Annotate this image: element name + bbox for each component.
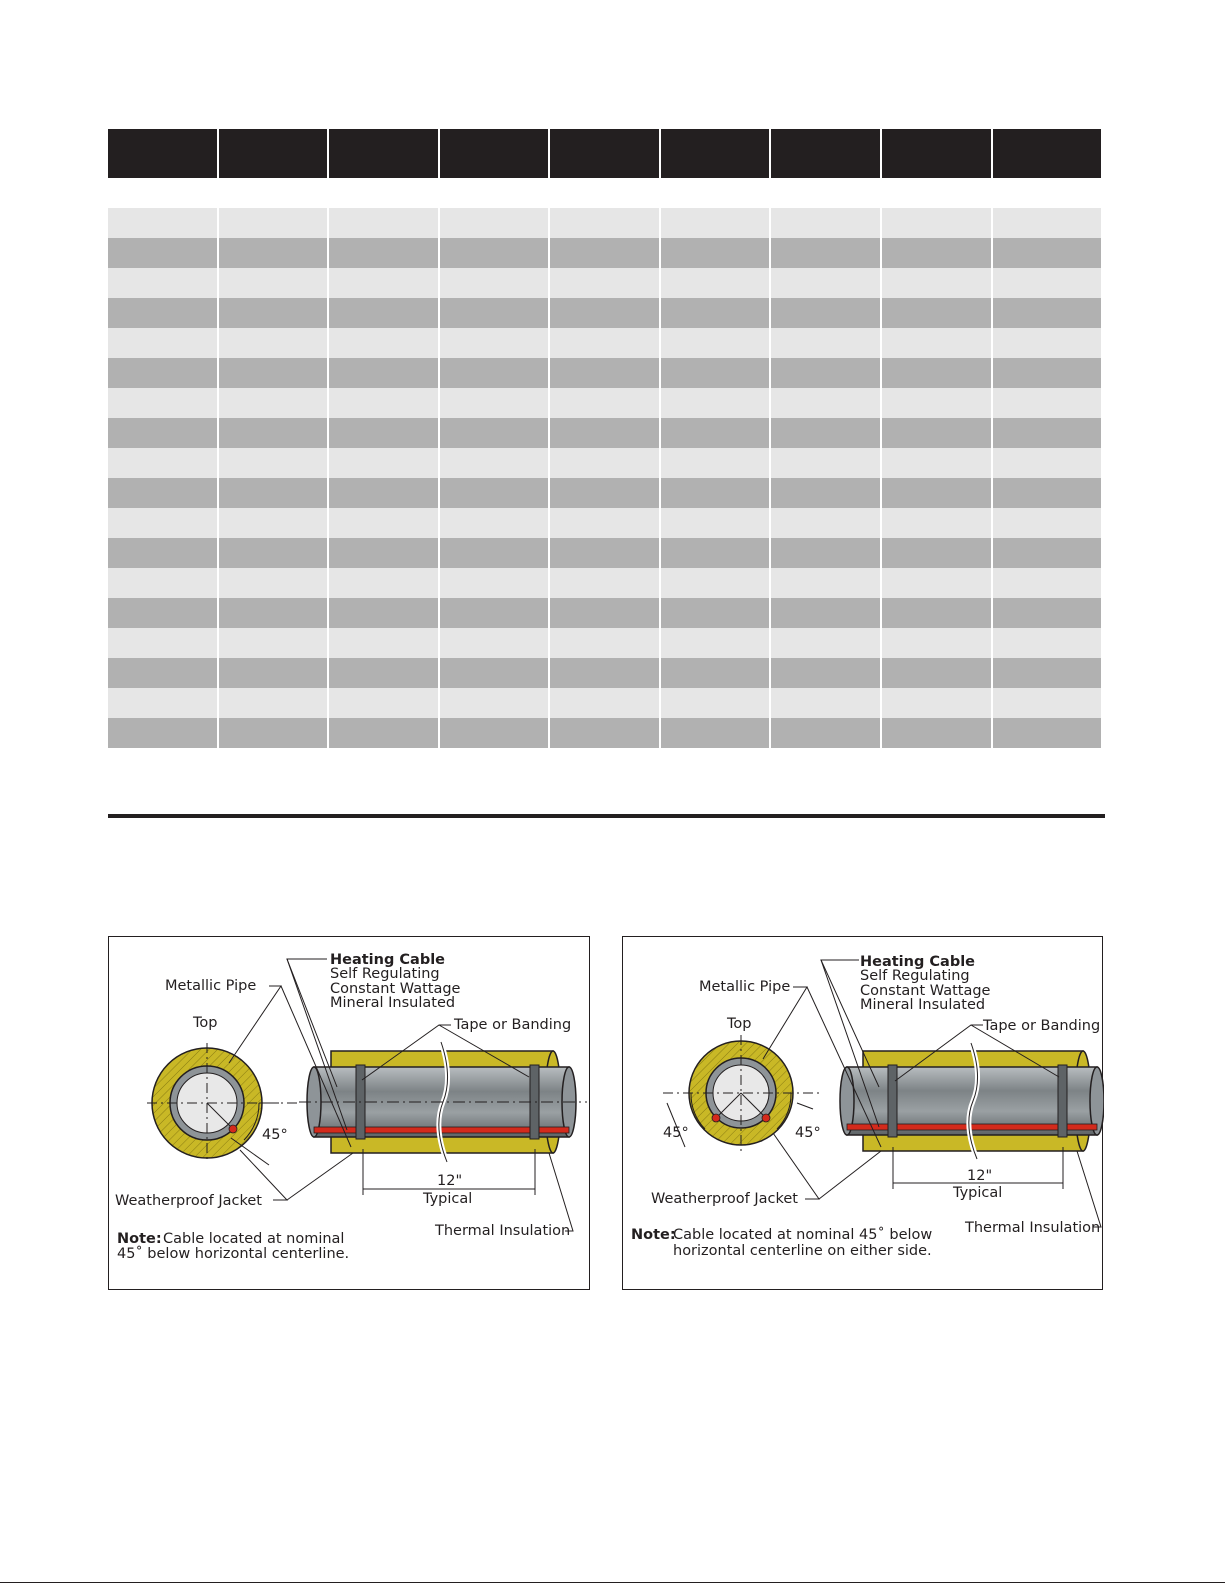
table-cell xyxy=(550,358,659,388)
table-cell xyxy=(440,508,549,538)
table-row xyxy=(108,448,1101,478)
band-2 xyxy=(1058,1065,1067,1137)
table-cell xyxy=(329,478,438,508)
table-cell xyxy=(108,538,217,568)
table-cell xyxy=(771,538,880,568)
table-cell xyxy=(329,328,438,358)
band-2 xyxy=(530,1065,539,1139)
table-cell xyxy=(771,238,880,268)
table-cell xyxy=(550,238,659,268)
table-cell xyxy=(993,298,1102,328)
typical-label: Typical xyxy=(423,1191,473,1207)
table-cell xyxy=(882,208,991,238)
table-cell xyxy=(661,688,770,718)
heating-cable-label: Heating Cable xyxy=(330,952,446,968)
table-cell xyxy=(661,448,770,478)
table-cell xyxy=(882,478,991,508)
table-cell xyxy=(993,718,1102,748)
table-cell xyxy=(329,298,438,328)
table-cell xyxy=(661,358,770,388)
table-cell xyxy=(440,268,549,298)
figure-dual-cable xyxy=(622,936,1103,1290)
table-cell xyxy=(550,508,659,538)
tape-banding-label: Tape or Banding xyxy=(983,1018,1101,1034)
pipe-side-view xyxy=(840,1043,1104,1159)
note-line-1: Cable located at nominal xyxy=(163,1231,345,1247)
table-cell xyxy=(993,538,1102,568)
table-cell xyxy=(440,298,549,328)
angle-label-right: 45° xyxy=(795,1125,821,1141)
table-cell xyxy=(882,298,991,328)
table-cell xyxy=(661,658,770,688)
table-row xyxy=(108,568,1101,598)
table-row xyxy=(108,508,1101,538)
table-cell xyxy=(993,388,1102,418)
table-cell xyxy=(882,388,991,418)
heating-cable-label: Heating Cable xyxy=(860,954,976,970)
weatherproof-jacket-label: Weatherproof Jacket xyxy=(115,1193,262,1209)
cable-type-2: Constant Wattage xyxy=(330,981,461,997)
table-cell xyxy=(440,688,549,718)
table-cell xyxy=(550,328,659,358)
table-cell xyxy=(108,568,217,598)
table-cell xyxy=(329,418,438,448)
header-cell xyxy=(219,129,328,178)
table-cell xyxy=(550,688,659,718)
table-cell xyxy=(108,328,217,358)
table-cell xyxy=(661,238,770,268)
table-cell xyxy=(108,718,217,748)
table-cell xyxy=(993,268,1102,298)
table-cell xyxy=(440,598,549,628)
dimension-label: 12" xyxy=(437,1173,463,1189)
metallic-pipe-label: Metallic Pipe xyxy=(165,978,257,994)
table-cell xyxy=(550,598,659,628)
table-cell xyxy=(882,238,991,268)
table-cell xyxy=(329,388,438,418)
table-cell xyxy=(108,598,217,628)
table-cell xyxy=(550,388,659,418)
cable-type-3: Mineral Insulated xyxy=(330,995,456,1011)
table-cell xyxy=(329,268,438,298)
table-cell xyxy=(219,238,328,268)
table-row xyxy=(108,628,1101,658)
table-cell xyxy=(771,628,880,658)
table-row xyxy=(108,538,1101,568)
table-cell xyxy=(219,508,328,538)
table-cell xyxy=(440,718,549,748)
table-cell xyxy=(108,478,217,508)
table-cell xyxy=(219,598,328,628)
table-cell xyxy=(550,208,659,238)
table-cell xyxy=(329,718,438,748)
note-label: Note: xyxy=(631,1227,676,1243)
table-cell xyxy=(219,628,328,658)
cable-dot-left xyxy=(712,1114,720,1122)
cable-type-1: Self Regulating xyxy=(860,968,970,984)
table-cell xyxy=(661,538,770,568)
table-cell xyxy=(993,328,1102,358)
data-table xyxy=(108,129,1101,748)
table-row xyxy=(108,478,1101,508)
tape-banding-label: Tape or Banding xyxy=(454,1017,572,1033)
metallic-pipe-label: Metallic Pipe xyxy=(699,979,791,995)
note-line-2: 45˚ below horizontal centerline. xyxy=(117,1246,350,1262)
table-cell xyxy=(108,448,217,478)
pipe-cross-section xyxy=(147,1043,299,1165)
header-cell xyxy=(550,129,659,178)
table-row xyxy=(108,388,1101,418)
table-cell xyxy=(661,328,770,358)
table-cell xyxy=(661,628,770,658)
figure-single-cable-drawing xyxy=(109,937,591,1291)
table-row xyxy=(108,268,1101,298)
table-cell xyxy=(219,298,328,328)
angle-label-left: 45° xyxy=(663,1125,689,1141)
table-cell xyxy=(771,658,880,688)
header-cell xyxy=(329,129,438,178)
table-cell xyxy=(329,538,438,568)
table-cell xyxy=(771,298,880,328)
table-row xyxy=(108,358,1101,388)
table-cell xyxy=(550,478,659,508)
table-cell xyxy=(771,268,880,298)
table-row xyxy=(108,688,1101,718)
table-cell xyxy=(440,628,549,658)
header-cell xyxy=(108,129,217,178)
table-cell xyxy=(108,238,217,268)
table-cell xyxy=(329,208,438,238)
table-cell xyxy=(661,268,770,298)
table-cell xyxy=(219,658,328,688)
table-cell xyxy=(550,418,659,448)
table-cell xyxy=(550,718,659,748)
table-cell xyxy=(993,238,1102,268)
table-cell xyxy=(993,508,1102,538)
table-cell xyxy=(440,538,549,568)
table-cell xyxy=(440,478,549,508)
table-cell xyxy=(993,598,1102,628)
typical-label: Typical xyxy=(953,1185,1003,1201)
table-cell xyxy=(219,568,328,598)
table-cell xyxy=(440,328,549,358)
note-line-2: horizontal centerline on either side. xyxy=(673,1243,932,1259)
header-cell xyxy=(661,129,770,178)
table-cell xyxy=(219,478,328,508)
table-cell xyxy=(771,688,880,718)
table-cell xyxy=(440,658,549,688)
table-cell xyxy=(993,448,1102,478)
table-cell xyxy=(108,628,217,658)
thermal-insulation-label: Thermal Insulation xyxy=(435,1223,571,1239)
note-line-1: Cable located at nominal 45˚ below xyxy=(673,1227,933,1243)
table-cell xyxy=(661,718,770,748)
table-cell xyxy=(771,718,880,748)
table-cell xyxy=(219,328,328,358)
table-cell xyxy=(882,538,991,568)
table-cell xyxy=(993,418,1102,448)
table-cell xyxy=(771,208,880,238)
table-cell xyxy=(219,418,328,448)
thermal-insulation-label: Thermal Insulation xyxy=(965,1220,1101,1236)
table-cell xyxy=(882,418,991,448)
cable-type-2: Constant Wattage xyxy=(860,983,991,999)
table-cell xyxy=(993,658,1102,688)
table-cell xyxy=(329,448,438,478)
table-cell xyxy=(882,358,991,388)
page-bottom-rule xyxy=(0,1582,1225,1583)
table-cell xyxy=(329,598,438,628)
table-cell xyxy=(219,358,328,388)
table-row xyxy=(108,598,1101,628)
table-cell xyxy=(882,658,991,688)
table-cell xyxy=(882,268,991,298)
table-cell xyxy=(771,388,880,418)
cable-dot xyxy=(229,1125,237,1133)
table-cell xyxy=(329,628,438,658)
figure-dual-cable-drawing xyxy=(623,937,1104,1291)
table-cell xyxy=(219,718,328,748)
table-cell xyxy=(219,268,328,298)
band-1 xyxy=(888,1065,897,1137)
table-cell xyxy=(550,268,659,298)
top-label: Top xyxy=(193,1015,218,1031)
table-cell xyxy=(550,298,659,328)
table-cell xyxy=(882,508,991,538)
table-cell xyxy=(329,658,438,688)
table-cell xyxy=(993,688,1102,718)
table-cell xyxy=(661,388,770,418)
table-cell xyxy=(771,328,880,358)
table-header-row xyxy=(108,129,1101,178)
angle-label: 45° xyxy=(262,1127,288,1143)
table-cell xyxy=(440,388,549,418)
table-cell xyxy=(550,538,659,568)
table-cell xyxy=(440,448,549,478)
table-cell xyxy=(993,568,1102,598)
table-cell xyxy=(108,418,217,448)
table-cell xyxy=(550,568,659,598)
table-cell xyxy=(771,598,880,628)
table-cell xyxy=(329,568,438,598)
table-cell xyxy=(771,478,880,508)
table-cell xyxy=(661,598,770,628)
table-cell xyxy=(329,508,438,538)
table-cell xyxy=(440,208,549,238)
table-cell xyxy=(771,568,880,598)
cable-type-1: Self Regulating xyxy=(330,966,440,982)
pipe-side-view xyxy=(299,1042,587,1162)
table-row xyxy=(108,658,1101,688)
table-cell xyxy=(882,718,991,748)
table-cell xyxy=(771,418,880,448)
table-cell xyxy=(440,568,549,598)
table-cell xyxy=(661,478,770,508)
table-row xyxy=(108,238,1101,268)
table-cell xyxy=(329,238,438,268)
table-body xyxy=(108,208,1101,748)
dimension-label: 12" xyxy=(967,1168,993,1184)
header-cell xyxy=(440,129,549,178)
table-cell xyxy=(108,388,217,418)
table-cell xyxy=(108,298,217,328)
table-cell xyxy=(108,358,217,388)
table-cell xyxy=(661,418,770,448)
top-label: Top xyxy=(727,1016,752,1032)
header-cell xyxy=(993,129,1102,178)
table-cell xyxy=(882,448,991,478)
table-row xyxy=(108,208,1101,238)
table-cell xyxy=(882,328,991,358)
table-header-gap xyxy=(108,178,1101,208)
table-cell xyxy=(771,508,880,538)
weatherproof-jacket-label: Weatherproof Jacket xyxy=(651,1191,798,1207)
table-cell xyxy=(661,208,770,238)
table-cell xyxy=(550,658,659,688)
table-cell xyxy=(771,448,880,478)
table-row xyxy=(108,298,1101,328)
table-cell xyxy=(440,238,549,268)
table-cell xyxy=(329,688,438,718)
table-cell xyxy=(108,268,217,298)
table-cell xyxy=(108,688,217,718)
table-cell xyxy=(882,568,991,598)
figure-single-cable xyxy=(108,936,590,1290)
cable-type-3: Mineral Insulated xyxy=(860,997,986,1013)
table-cell xyxy=(440,418,549,448)
table-cell xyxy=(661,508,770,538)
table-cell xyxy=(882,628,991,658)
table-cell xyxy=(219,208,328,238)
table-cell xyxy=(993,208,1102,238)
table-cell xyxy=(108,508,217,538)
table-cell xyxy=(550,628,659,658)
table-cell xyxy=(219,448,328,478)
table-cell xyxy=(661,298,770,328)
table-row xyxy=(108,718,1101,748)
table-cell xyxy=(882,598,991,628)
table-cell xyxy=(550,448,659,478)
table-cell xyxy=(440,358,549,388)
table-row xyxy=(108,328,1101,358)
table-cell xyxy=(108,658,217,688)
note-label: Note: xyxy=(117,1231,162,1247)
table-cell xyxy=(661,568,770,598)
cable-dot-right xyxy=(762,1114,770,1122)
table-cell xyxy=(219,388,328,418)
section-divider xyxy=(108,814,1105,818)
header-cell xyxy=(771,129,880,178)
table-cell xyxy=(882,688,991,718)
table-cell xyxy=(993,628,1102,658)
table-cell xyxy=(108,208,217,238)
table-cell xyxy=(329,358,438,388)
table-cell xyxy=(993,478,1102,508)
table-cell xyxy=(771,358,880,388)
table-cell xyxy=(219,538,328,568)
table-cell xyxy=(993,358,1102,388)
header-cell xyxy=(882,129,991,178)
table-cell xyxy=(219,688,328,718)
table-row xyxy=(108,418,1101,448)
